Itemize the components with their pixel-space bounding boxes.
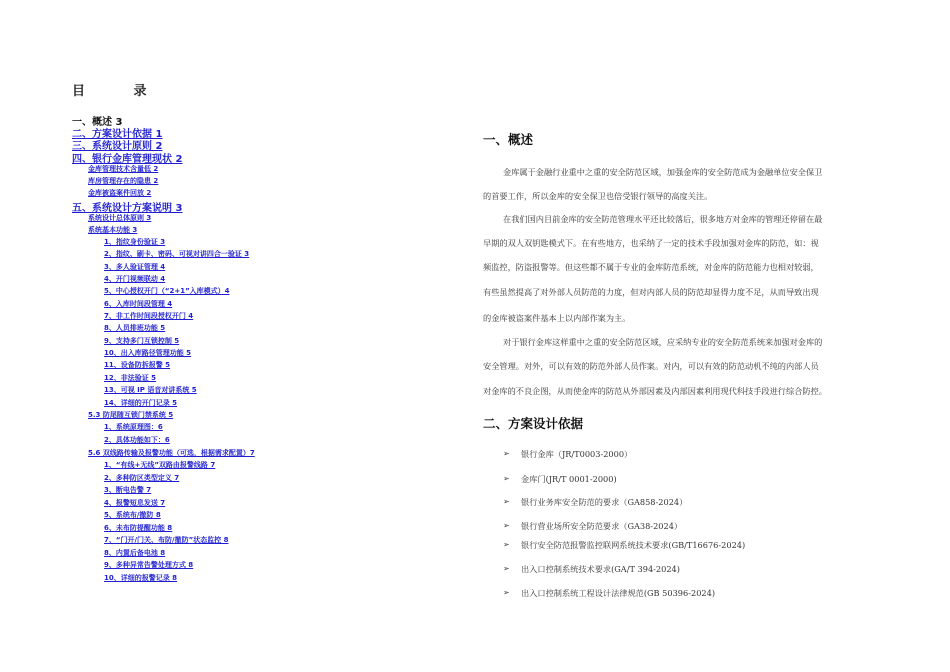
- toc-entry[interactable]: 系统设计总体原则 3: [88, 214, 152, 222]
- arrow-bullet-icon: ➢: [503, 540, 510, 549]
- toc-entry[interactable]: 2、具体功能如下：6: [104, 436, 170, 444]
- arrow-bullet-icon: ➢: [503, 588, 510, 597]
- toc-entry[interactable]: 5.3 防尾随互锁门禁系统 5: [88, 411, 174, 419]
- toc-entry[interactable]: 6、入库时间段管理 4: [104, 300, 173, 308]
- toc-entry[interactable]: 3、断电告警 7: [104, 486, 152, 494]
- toc-entry[interactable]: 5、中心授权开门（“2+1”入库模式）4: [104, 287, 230, 295]
- bullet-text: 银行营业场所安全防范要求（GA38-2024）: [521, 521, 683, 531]
- toc-entry[interactable]: 1、“有线+无线”双路由报警线路 7: [104, 461, 216, 469]
- toc-entry[interactable]: 4、报警短息发送 7: [104, 499, 166, 507]
- bullet-text: 银行金库（JR/T0003-2000）: [521, 449, 633, 459]
- toc-entry[interactable]: 二、方案设计依据 1: [72, 129, 163, 140]
- arrow-bullet-icon: ➢: [503, 449, 510, 458]
- toc-title: 目 录: [72, 84, 169, 99]
- toc-entry[interactable]: 1、指纹身份验证 3: [104, 238, 166, 246]
- toc-entry[interactable]: 9、多种异常告警处理方式 8: [104, 561, 194, 569]
- section-heading-design-basis: 二、方案设计依据: [483, 416, 584, 431]
- toc-entry[interactable]: 四、银行金库管理现状 2: [72, 154, 183, 165]
- toc-entry[interactable]: 库房管理存在的隐患 2: [88, 177, 159, 185]
- section-heading-overview: 一、概述: [483, 132, 534, 147]
- toc-entry[interactable]: 10、详细的报警记录 8: [104, 574, 178, 582]
- toc-entry[interactable]: 金库被盗案件回放 2: [88, 189, 152, 197]
- paragraph-line: 安全管理。对外，可以有效的防范外部人员作案。对内，可以有效的防范动机不纯的内部人员: [483, 361, 819, 371]
- arrow-bullet-icon: ➢: [503, 521, 510, 530]
- paragraph-line: 频监控，防盗报警等。但这些都不属于专业的金库防范系统，对金库的防范能力也相对较弱，: [483, 262, 819, 272]
- toc-entry[interactable]: 4、开门视频联动 4: [104, 275, 166, 283]
- toc-entry[interactable]: 7、“门开/门关、布防/撤防”状态监控 8: [104, 536, 229, 544]
- bullet-text: 出入口控制系统工程设计法律规范(GB 50396-2024): [521, 588, 716, 598]
- toc-entry[interactable]: 金库管理技术含量低 2: [88, 165, 159, 173]
- toc-entry[interactable]: 12、非法验证 5: [104, 374, 157, 382]
- arrow-bullet-icon: ➢: [503, 474, 510, 483]
- toc-entry[interactable]: 3、多人验证管理 4: [104, 263, 166, 271]
- paragraph-line: 有些虽然提高了对外部人员防范的力度，但对内部人员的防范却显得力度不足，从而导致出现: [483, 287, 819, 297]
- toc-entry[interactable]: 系统基本功能 3: [88, 226, 138, 234]
- toc-entry[interactable]: 13、可视 IP 语音对讲系统 5: [104, 386, 197, 394]
- paragraph-line: 的首要工作，所以金库的安全保卫也倍受银行领导的高度关注。: [483, 191, 713, 201]
- toc-entry[interactable]: 1、系统原理图：6: [104, 423, 163, 431]
- paragraph-line: 早期的双人双钥匙模式下。在有些地方，也采纳了一定的技术手段加强对金库的防范，如：视: [483, 238, 819, 248]
- toc-entry[interactable]: 2、多种防区类型定义 7: [104, 474, 180, 482]
- toc-entry[interactable]: 10、出入库路径管理功能 5: [104, 349, 192, 357]
- bullet-text: 银行安全防范报警监控联网系统技术要求(GB/T16676-2024): [521, 540, 746, 550]
- bullet-text: 银行业务库安全防范的要求（GA858-2024）: [521, 497, 688, 507]
- toc-entry[interactable]: 11、设备防拆报警 5: [104, 361, 171, 369]
- toc-entry[interactable]: 一、概述 3: [72, 117, 123, 128]
- toc-entry[interactable]: 6、未布防提醒功能 8: [104, 524, 173, 532]
- paragraph-line: 对于银行金库这样重中之重的安全防范区域，应采纳专业的安全防范系统来加强对金库的: [503, 337, 823, 347]
- arrow-bullet-icon: ➢: [503, 564, 510, 573]
- arrow-bullet-icon: ➢: [503, 497, 510, 506]
- toc-entry[interactable]: 5、系统布/撤防 8: [104, 511, 161, 519]
- toc-entry[interactable]: 9、支持多门互锁控制 5: [104, 337, 180, 345]
- table-of-contents: [72, 80, 452, 582]
- paragraph-line: 的金库被盗案件基本上以内部作案为主。: [483, 313, 631, 323]
- toc-entry[interactable]: 14、详细的开门记录 5: [104, 399, 178, 407]
- toc-entry[interactable]: 8、内置后备电池 8: [104, 549, 166, 557]
- paragraph-line: 金库属于金融行业重中之重的安全防范区域，加强金库的安全防范成为金融单位安全保卫: [503, 167, 823, 177]
- toc-entry[interactable]: 5.6 双线路传输及报警功能（可选，根据需求配置）7: [88, 449, 255, 457]
- paragraph-line: 在我们国内目前金库的安全防范管理水平还比较落后，很多地方对金库的管理还停留在最: [503, 214, 823, 224]
- toc-entry[interactable]: 三、系统设计原则 2: [72, 141, 163, 152]
- bullet-text: 出入口控制系统技术要求(GA/T 394-2024): [521, 564, 680, 574]
- toc-entry[interactable]: 五、系统设计方案说明 3: [72, 203, 183, 214]
- toc-entry[interactable]: 7、非工作时间段授权开门 4: [104, 312, 194, 320]
- paragraph-line: 对金库的不良企图，从而使金库的防范从外部因素及内部因素利用现代科技手段进行综合防控。: [483, 386, 827, 396]
- toc-entry[interactable]: 2、指纹、刷卡、密码、可视对讲四合一验证 3: [104, 250, 250, 258]
- toc-entry[interactable]: 8、人员排班功能 5: [104, 324, 166, 332]
- bullet-text: 金库门(JR/T 0001-2000): [521, 474, 617, 484]
